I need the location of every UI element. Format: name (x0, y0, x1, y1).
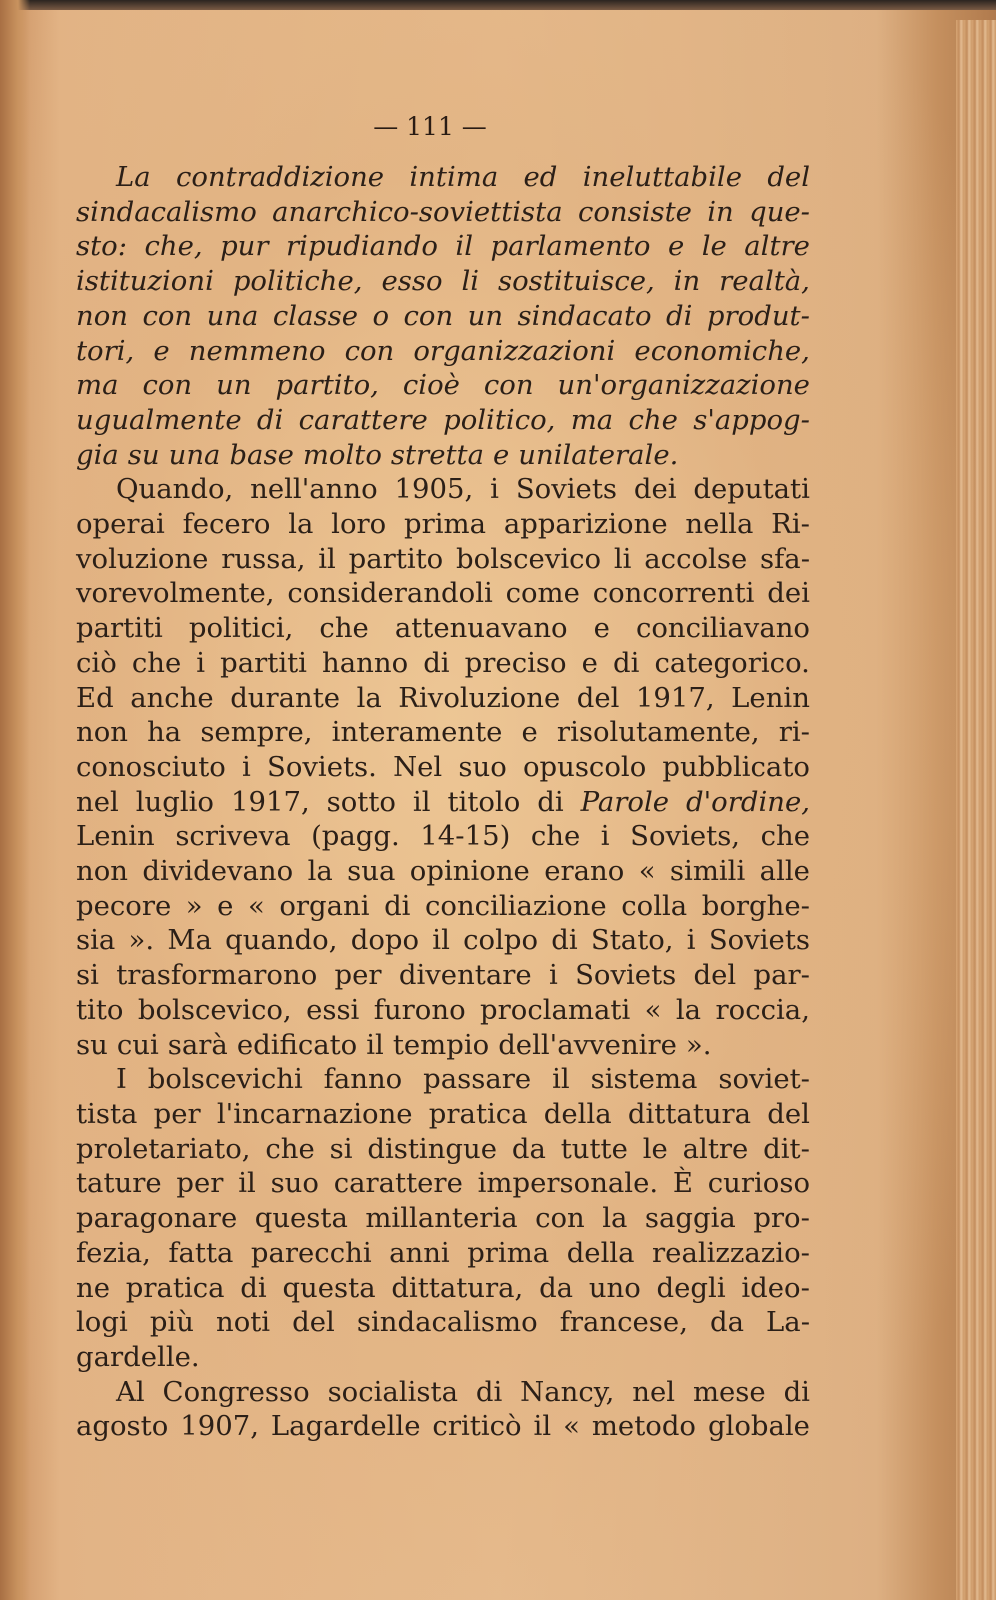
text-line: conosciuto i Soviets. Nel suo opuscolo pubblicato (76, 750, 810, 783)
text-line: gardelle. (76, 1340, 200, 1373)
text-line: ciò che i partiti hanno di preciso e di categorico. (76, 646, 810, 679)
text-line: Ed anche durante la Rivoluzione del 1917, Lenin (76, 681, 810, 714)
text-line: La contraddizione intima ed ineluttabile del (116, 161, 810, 193)
text-line: Quando, nell'anno 1905, i Soviets dei deputati (116, 473, 810, 506)
text-line: voluzione russa, il partito bolscevico li accolse sfa- (76, 542, 810, 575)
text-line: sia ». Ma quando, dopo il colpo di Stato, i Soviets (76, 924, 810, 957)
text-line: ma con un partito, cioè con un'organizzazione (76, 369, 810, 402)
text-line: Al Congresso socialista di Nancy, nel mese di (116, 1375, 810, 1408)
text-line: tori, e nemmeno con organizzazioni economiche, (76, 334, 810, 367)
page-top-edge (0, 0, 996, 10)
text-line: sto: che, pur ripudiando il parlamento e le altre (76, 230, 810, 263)
text-line: vorevolmente, considerandoli come concorrenti dei (76, 577, 810, 610)
text-line: logi più noti del sindacalismo francese, da La- (76, 1306, 810, 1339)
text-line: su cui sarà edificato il tempio dell'avvenire ». (76, 1028, 712, 1061)
text-line: ugualmente di carattere politico, ma che s'appog- (76, 403, 810, 436)
text-line: operai fecero la loro prima apparizione nella Ri- (76, 508, 810, 541)
page-number: — 111 — (373, 112, 487, 141)
text-line: nel luglio 1917, sotto il titolo di Parole d'ordine, (76, 785, 810, 818)
text-line: non con una classe o con un sindacato di produt- (76, 299, 810, 332)
page-stack-edge (956, 20, 996, 1600)
text-line: tista per l'incarnazione pratica della dittatura del (76, 1097, 810, 1130)
text-line: partiti politici, che attenuavano e conciliavano (76, 612, 810, 645)
text-line: I bolscevichi fanno passare il sistema soviet- (116, 1063, 810, 1096)
text-line: pecore » e « organi di conciliazione colla borghe- (76, 889, 810, 922)
page-left-edge (0, 0, 30, 1600)
text-line: non dividevano la sua opinione erano « simili alle (76, 855, 810, 888)
text-line: sindacalismo anarchico-soviettista consiste in que- (76, 195, 810, 228)
text-line: tito bolscevico, essi furono proclamati « la roccia, (76, 993, 810, 1026)
text-line: proletariato, che si distingue da tutte le altre dit- (76, 1132, 810, 1165)
body-text (76, 160, 810, 1444)
text-line: ne pratica di questa dittatura, da uno degli ideo- (76, 1271, 810, 1304)
text-line: Lenin scriveva (pagg. 14-15) che i Soviets, che (76, 820, 810, 853)
text-line: paragonare questa millanteria con la saggia pro- (76, 1202, 810, 1235)
text-line: fezia, fatta parecchi anni prima della realizzazio- (76, 1236, 810, 1269)
text-line: tature per il suo carattere impersonale. È curioso (76, 1167, 810, 1200)
text-line: istituzioni politiche, esso li sostituisce, in realtà, (76, 265, 810, 298)
text-line: non ha sempre, interamente e risolutamente, ri- (76, 716, 810, 749)
text-line: agosto 1907, Lagardelle criticò il « metodo globale (76, 1410, 810, 1443)
text-line: gia su una base molto stretta e unilaterale. (76, 438, 679, 471)
text-line: si trasformarono per diventare i Soviets del par- (76, 959, 810, 992)
